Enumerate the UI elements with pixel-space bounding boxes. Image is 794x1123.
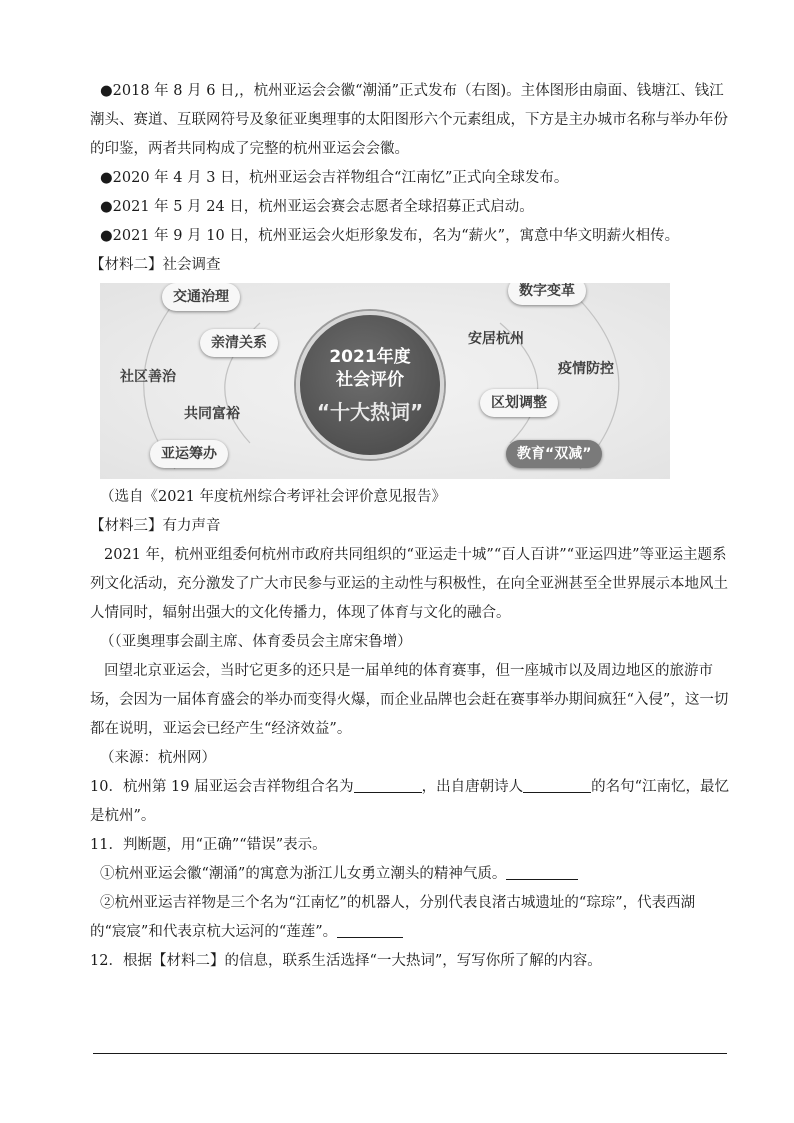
material2-heading: 【材料二】社会调查	[90, 257, 221, 273]
term-qinqing: 亲清关系	[200, 329, 278, 357]
question-11: 11．判断题，用“正确”“错误”表示。	[90, 837, 327, 853]
term-yiqing: 疫情防控	[558, 361, 614, 377]
question-10: 10．杭州第 19 届亚运会吉祥物组合名为 ，出自唐朝诗人 的名句“江南忆，最忆是杭州”。	[90, 773, 730, 831]
answer-blank-11-1[interactable]	[506, 863, 578, 880]
material3-heading: 【材料三】有力声音	[90, 518, 221, 534]
center-circle	[296, 311, 444, 459]
question-11-item-1: ①杭州亚运会徽“潮涌”的寓意为浙江儿女勇立潮头的精神气质。	[90, 860, 730, 889]
answer-blank-poet[interactable]	[523, 776, 591, 793]
center-hot-words: “十大热词”	[316, 400, 424, 424]
term-jiaotong: 交通治理	[162, 283, 240, 311]
term-jiaoyu: 教育“双减”	[506, 440, 602, 468]
material3-paragraph-1: 2021 年，杭州亚组委何杭州市政府共同组织的“亚运走十城”“百人百讲”“亚运四进”等亚运主题系列文化活动，充分激发了广大市民参与亚运的主动性与积极性，在向全亚洲甚至全世界展示本地风土人情同时，辐射出强大的文化传播力，体现了体育与文化的融合。	[90, 547, 728, 621]
answer-blank-11-2[interactable]	[337, 921, 403, 938]
document-page	[90, 77, 730, 976]
timeline-item-4: ●2021 年 9 月 10 日，杭州亚运会火炬形象发布，名为“薪火”，寓意中华文明薪火相传。	[100, 228, 680, 244]
hot-words-figure	[100, 283, 670, 479]
material3-attribution-1: （（亚奥理事会副主席、体育委员会主席宋鲁增）	[100, 634, 412, 650]
term-anju: 安居杭州	[468, 331, 524, 347]
answer-blank-mascot[interactable]	[354, 776, 422, 793]
material3-attribution-2: （来源：杭州网）	[100, 750, 216, 766]
timeline-item-1: ●2018 年 8 月 6 日,，杭州亚运会会徽“潮涌”正式发布（右图)。主体图形由扇面、钱塘江、钱江潮头、赛道、互联网符号及象征亚奥理事的太阳图形六个元素组成，下方是主办城市名称与举办年份的印鉴，两者共同构成了完整的杭州亚运会会徽。	[90, 83, 728, 157]
term-shequ: 社区善治	[120, 369, 176, 385]
question-11-item-2: ②杭州亚运吉祥物是三个名为“江南忆”的机器人，分别代表良渚古城遗址的“琮琮”，代表西湖的“宸宸”和代表京杭大运河的“莲莲”。	[90, 895, 696, 940]
center-title: 社会评价	[336, 370, 404, 390]
material2-source: （选自《2021 年度杭州综合考评社会评价意见报告》	[100, 489, 447, 505]
timeline-item-2: ●2020 年 4 月 3 日，杭州亚运会吉祥物组合“江南忆”正式向全球发布。	[100, 170, 569, 186]
question-12: 12．根据【材料二】的信息，联系生活选择“一大热词”，写写你所了解的内容。	[90, 953, 602, 969]
term-quhua: 区划调整	[480, 389, 558, 417]
term-shuzi: 数字变革	[508, 283, 586, 305]
timeline-item-3: ●2021 年 5 月 24 日，杭州亚运会赛会志愿者全球招募正式启动。	[100, 199, 534, 215]
term-yayun: 亚运筹办	[150, 440, 228, 468]
center-year: 2021年度	[329, 347, 411, 367]
answer-line[interactable]	[93, 1053, 727, 1054]
term-gongtong: 共同富裕	[184, 406, 240, 422]
material3-paragraph-2: 回望北京亚运会，当时它更多的还只是一届单纯的体育赛事，但一座城市以及周边地区的旅游市场，会因为一届体育盛会的举办而变得火爆，而企业品牌也会赶在赛事举办期间疯狂“入侵”，这一切都在说明，亚运会已经产生“经济效益”。	[90, 663, 729, 737]
